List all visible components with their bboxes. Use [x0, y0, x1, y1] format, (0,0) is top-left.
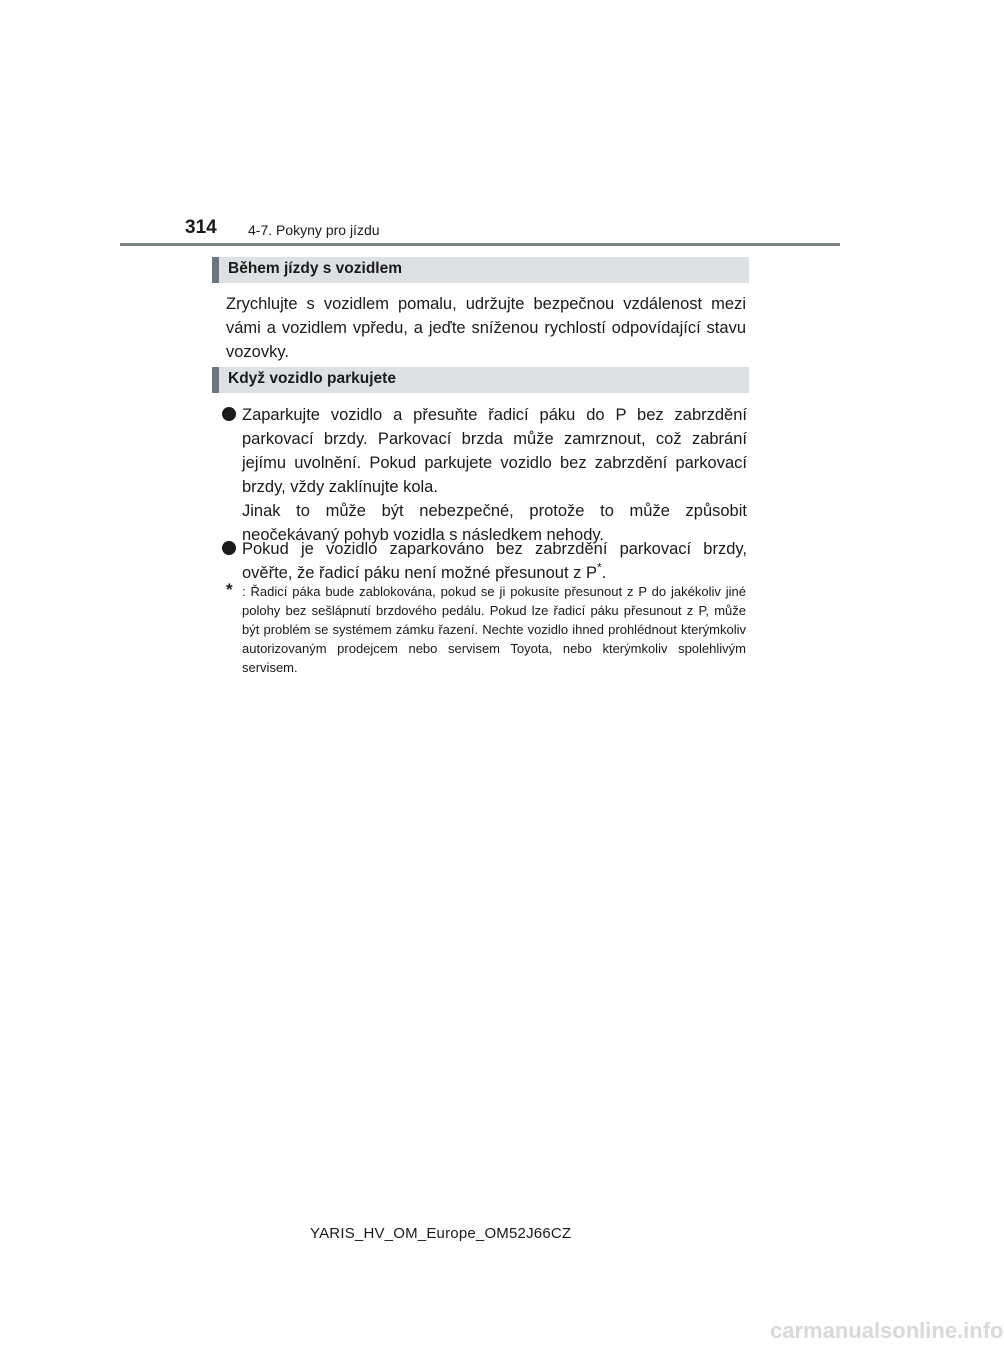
- section-heading-parking: [212, 367, 749, 393]
- list-item-text-main: Zaparkujte vozidlo a přesuňte řadicí páku do P bez zabrzdění parkovací brzdy. Parkovací brzda může zamrznout, což zabrání jejímu uvolnění. Pokud parkujete vozidlo bez zabrzdění parkovací brzdy, vždy zaklínujte kola.: [242, 406, 747, 496]
- watermark: carmanualsonline.info: [770, 1318, 1004, 1343]
- list-item-text: [242, 537, 747, 585]
- section-heading-label: Během jízdy s vozidlem: [228, 260, 402, 277]
- footnote-asterisk: *: [226, 580, 233, 599]
- header-divider: [120, 243, 840, 246]
- bullet-icon: [222, 407, 236, 421]
- section-reference: 4-7. Pokyny pro jízdu: [248, 222, 380, 238]
- list-item-text: [242, 403, 747, 547]
- footnote-text: : Řadicí páka bude zablokována, pokud se ji pokusíte přesunout z P do jakékoliv jiné polohy bez sešlápnutí brzdového pedálu. Pokud lze řadicí páku přesunout z P, může být problém se systémem zámku řazení. Nechte vozidlo ihned prohlédnout kterýmkoliv autorizovaným prodejcem nebo servisem Toyota, nebo kterýmkoliv spolehlivým servisem.: [242, 584, 746, 675]
- bullet-icon: [222, 541, 236, 555]
- document-code: YARIS_HV_OM_Europe_OM52J66CZ: [310, 1225, 572, 1242]
- section-heading-driving: [212, 257, 749, 283]
- list-item-text-continuation: Jinak to může být nebezpečné, protože to může způsobit neočekávaný pohyb vozidla s následkem nehody.: [242, 502, 747, 544]
- footnote-reference: *: [596, 560, 602, 575]
- list-item-text-main: Pokud je vozidlo zaparkováno bez zabrzdění parkovací brzdy, ověřte, že řadicí páku není možné přesunout z P: [242, 540, 747, 582]
- page-number: 314: [185, 217, 217, 238]
- driving-paragraph: Zrychlujte s vozidlem pomalu, udržujte bezpečnou vzdálenost mezi vámi a vozidlem vpředu, a jeďte sníženou rychlostí odpovídající stavu vozovky.: [226, 295, 746, 361]
- page-header: [0, 0, 960, 250]
- sentence-period: .: [601, 564, 607, 582]
- section-heading-label: Když vozidlo parkujete: [228, 370, 396, 387]
